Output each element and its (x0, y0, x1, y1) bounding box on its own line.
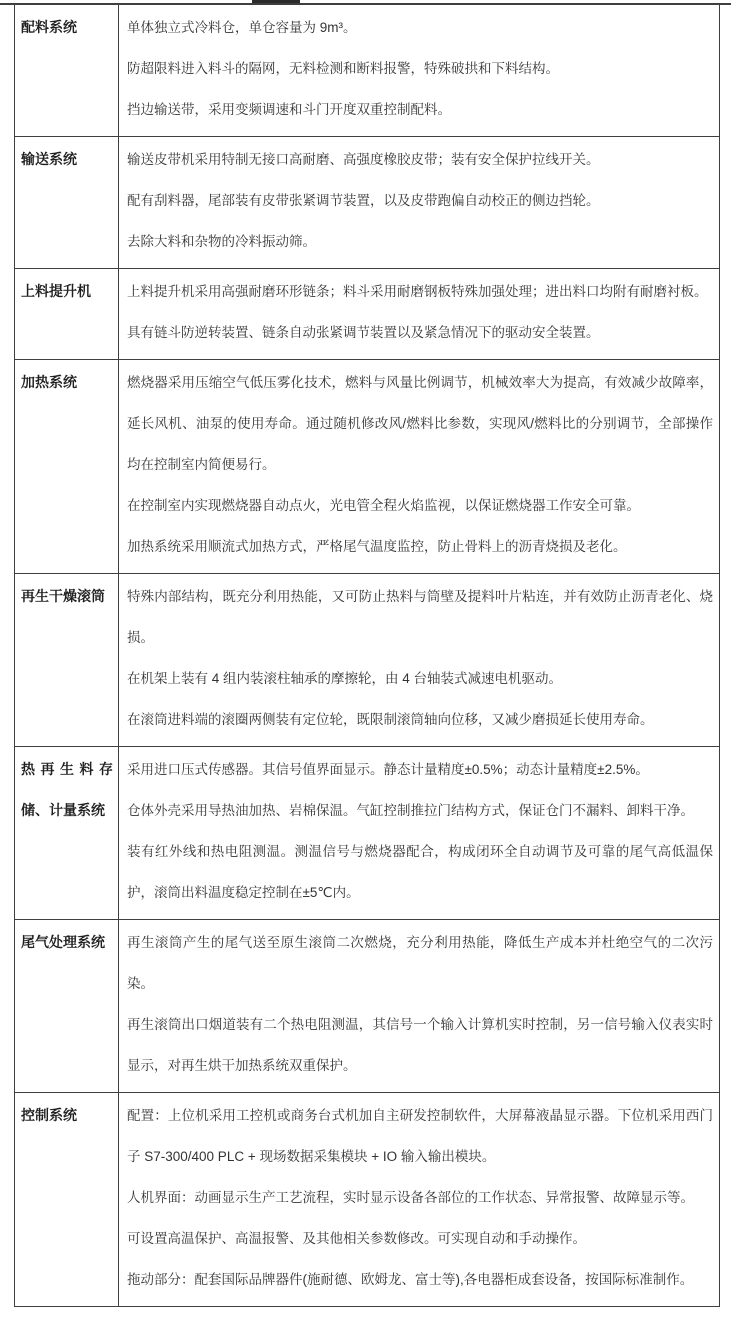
description-paragraph: 可设置高温保护、高温报警、及其他相关参数修改。可实现自动和手动操作。 (127, 1231, 586, 1246)
description-paragraph: 再生滚筒出口烟道装有二个热电阻测温，其信号一个输入计算机实时控制，另一信号输入仪表实时显示，对再生烘干加热系统双重保护。 (127, 1017, 713, 1073)
system-description-cell (119, 269, 719, 359)
top-artifact-fragment (252, 0, 300, 3)
system-name-cell: 加热系统 (15, 360, 119, 573)
system-description-cell (119, 920, 719, 1092)
table-row (15, 747, 719, 920)
system-name-cell: 上料提升机 (15, 269, 119, 359)
system-name-cell: 热再生料存储、计量系统 (15, 747, 119, 919)
table-row (15, 360, 719, 574)
description-paragraph: 装有红外线和热电阻测温。测温信号与燃烧器配合，构成闭环全自动调节及可靠的尾气高低温保护，滚筒出料温度稳定控制在±5℃内。 (127, 844, 713, 900)
description-paragraph: 挡边输送带，采用变频调速和斗门开度双重控制配料。 (127, 102, 451, 117)
system-name-cell: 再生干燥滚筒 (15, 574, 119, 746)
description-paragraph: 在机架上装有 4 组内装滚柱轴承的摩擦轮，由 4 台轴装式减速电机驱动。 (127, 671, 563, 686)
system-description-cell (119, 5, 719, 136)
system-description-cell (119, 747, 719, 919)
description-paragraph: 特殊内部结构，既充分利用热能，又可防止热料与筒壁及提料叶片粘连，并有效防止沥青老化、烧损。 (127, 589, 713, 645)
description-paragraph: 拖动部分：配套国际品牌器件(施耐德、欧姆龙、富士等),各电器柜成套设备，按国际标准制作。 (127, 1272, 694, 1287)
system-description-cell (119, 574, 719, 746)
system-name-cell: 输送系统 (15, 137, 119, 268)
description-paragraph: 燃烧器采用压缩空气低压雾化技术，燃料与风量比例调节，机械效率大为提高，有效减少故障率，延长风机、油泵的使用寿命。通过随机修改风/燃料比参数，实现风/燃料比的分别调节，全部操作均在控制室内简便易行。 (127, 375, 713, 472)
description-paragraph: 防超限料进入料斗的隔网，无料检测和断料报警，特殊破拱和下料结构。 (127, 61, 559, 76)
system-description-cell (119, 1093, 719, 1306)
description-paragraph: 配有刮料器，尾部装有皮带张紧调节装置，以及皮带跑偏自动校正的侧边挡轮。 (127, 193, 600, 208)
table-row (15, 269, 719, 360)
system-name-cell: 控制系统 (15, 1093, 119, 1306)
table-row (15, 574, 719, 747)
table-row (15, 5, 719, 137)
description-paragraph: 在滚筒进料端的滚圈两侧装有定位轮，既限制滚筒轴向位移，又减少磨损延长使用寿命。 (127, 712, 654, 727)
description-paragraph: 加热系统采用顺流式加热方式，严格尾气温度监控，防止骨料上的沥青烧损及老化。 (127, 539, 627, 554)
description-paragraph: 在控制室内实现燃烧器自动点火，光电管全程火焰监视，以保证燃烧器工作安全可靠。 (127, 498, 640, 513)
description-paragraph: 配置：上位机采用工控机或商务台式机加自主研发控制软件，大屏幕液晶显示器。下位机采用西门子 S7-300/400 PLC + 现场数据采集模块 + IO 输入输出模块。 (127, 1108, 713, 1164)
system-name-cell: 尾气处理系统 (15, 920, 119, 1092)
table-row (15, 920, 719, 1093)
spec-table (14, 5, 720, 1307)
table-row (15, 1093, 719, 1306)
system-description-cell (119, 137, 719, 268)
description-paragraph: 去除大料和杂物的冷料振动筛。 (127, 234, 316, 249)
description-paragraph: 单体独立式冷料仓，单仓容量为 9m³。 (127, 20, 357, 35)
description-paragraph: 具有链斗防逆转装置、链条自动张紧调节装置以及紧急情况下的驱动安全装置。 (127, 325, 600, 340)
description-paragraph: 人机界面：动画显示生产工艺流程，实时显示设备各部位的工作状态、异常报警、故障显示等。 (127, 1190, 694, 1205)
description-paragraph: 采用进口压式传感器。其信号值界面显示。静态计量精度±0.5%；动态计量精度±2.5%。 (127, 762, 649, 777)
description-paragraph: 仓体外壳采用导热油加热、岩棉保温。气缸控制推拉门结构方式，保证仓门不漏料、卸料干净。 (127, 803, 694, 818)
table-row (15, 137, 719, 269)
description-paragraph: 输送皮带机采用特制无接口高耐磨、高强度橡胶皮带；装有安全保护拉线开关。 (127, 152, 600, 167)
description-paragraph: 再生滚筒产生的尾气送至原生滚筒二次燃烧，充分利用热能，降低生产成本并杜绝空气的二次污染。 (127, 935, 713, 991)
description-paragraph: 上料提升机采用高强耐磨环形链条；料斗采用耐磨钢板特殊加强处理；进出料口均附有耐磨衬板。 (127, 284, 708, 299)
system-description-cell (119, 360, 719, 573)
system-name-cell: 配料系统 (15, 5, 119, 136)
